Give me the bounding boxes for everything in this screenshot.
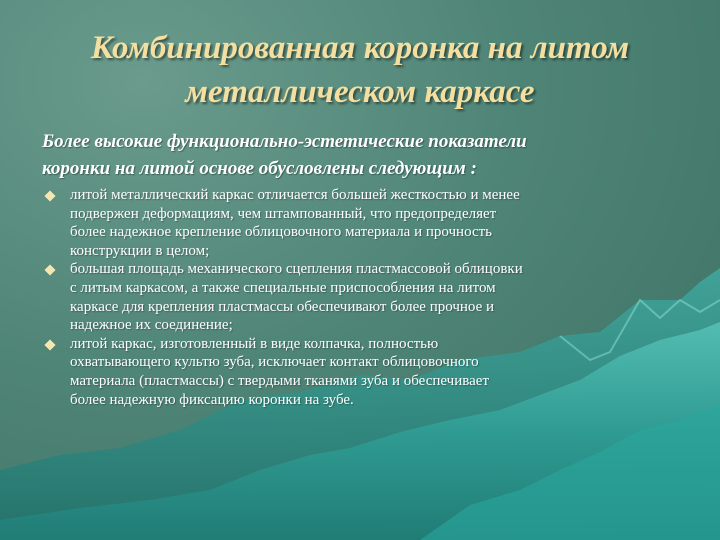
bullet-item bbox=[46, 335, 686, 409]
slide-title-line: металлическом каркасе bbox=[185, 74, 535, 110]
intro-paragraph bbox=[42, 128, 702, 182]
diamond-bullet-icon bbox=[44, 339, 55, 350]
intro-line: Более высокие функционально-эстетические показатели bbox=[42, 131, 527, 152]
bullet-line: каркасе для крепления пластмассы обеспечивают более прочное и bbox=[70, 298, 495, 315]
bullet-line: большая площадь механического сцепления пластмассовой облицовки bbox=[70, 261, 523, 278]
intro-line: коронки на литой основе обусловлены следующим : bbox=[42, 158, 477, 179]
bullet-line: более надежное крепление облицовочного материала и прочность bbox=[70, 224, 493, 241]
bullet-line: литой каркас, изготовленный в виде колпачка, полностью bbox=[70, 335, 439, 352]
bullet-line: охватывающего культю зуба, исключает контакт облицовочного bbox=[70, 354, 479, 371]
diamond-bullet-icon bbox=[44, 265, 55, 276]
bullet-line: подвержен деформациям, чем штампованный, что предопределяет bbox=[70, 205, 497, 222]
bullet-line: с литым каркасом, а также специальные приспособления на литом bbox=[70, 279, 496, 296]
bullet-item bbox=[46, 260, 686, 334]
bullet-line: литой металлический каркас отличается большей жесткостью и менее bbox=[70, 187, 520, 203]
slide-title-line: Комбинированная коронка на литом bbox=[90, 30, 630, 66]
bullet-line: конструкции в целом; bbox=[70, 242, 210, 259]
diamond-bullet-icon bbox=[44, 190, 55, 201]
bullet-line: более надежную фиксацию коронки на зубе. bbox=[70, 391, 354, 408]
slide-title bbox=[20, 26, 700, 114]
bullet-line: материала (пластмассы) с твердыми тканями зуба и обеспечивает bbox=[70, 372, 490, 389]
bullet-item bbox=[46, 186, 686, 260]
bullet-list bbox=[46, 186, 686, 409]
bullet-line: надежное их соединение; bbox=[70, 317, 233, 334]
